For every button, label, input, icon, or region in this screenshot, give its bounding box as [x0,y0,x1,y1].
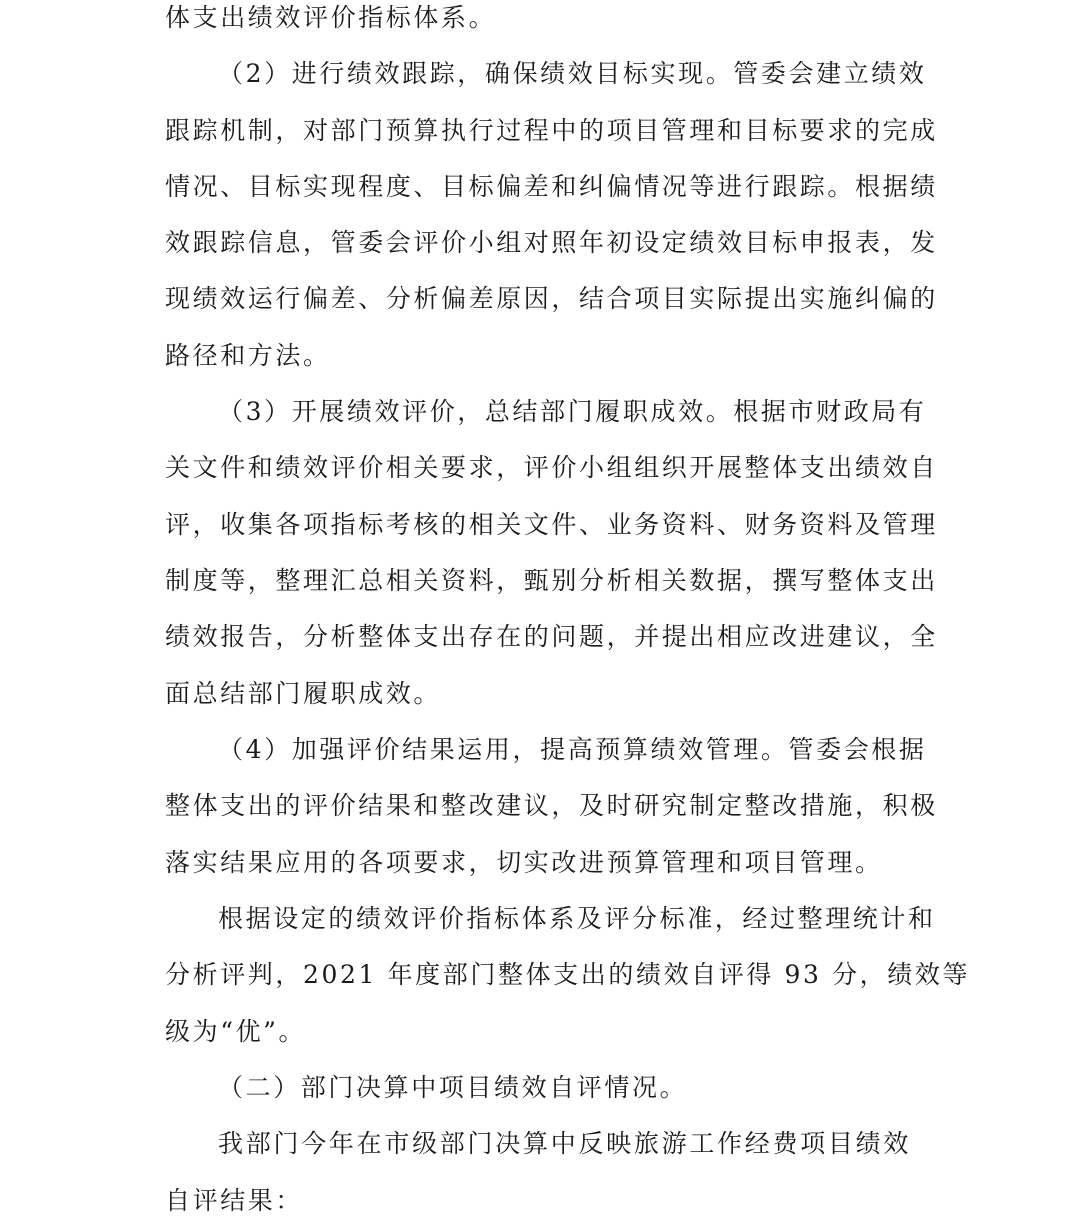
text-line: 整体支出的评价结果和整改建议，及时研究制定整改措施，积极 [165,791,938,820]
text-line: 体支出绩效评价指标体系。 [165,3,497,32]
text-line: 路径和方法。 [165,341,331,370]
text-line: 制度等，整理汇总相关资料，甄别分析相关数据，撰写整体支出 [165,566,938,595]
text-line: 根据设定的绩效评价指标体系及评分标准，经过整理统计和 [218,904,936,933]
text-line: 跟踪机制，对部门预算执行过程中的项目管理和目标要求的完成 [165,116,938,145]
text-line: 落实结果应用的各项要求，切实改进预算管理和项目管理。 [165,848,883,877]
text-line: 关文件和绩效评价相关要求，评价小组组织开展整体支出绩效自 [165,453,938,482]
text-line: 分析评判，2021 年度部门整体支出的绩效自评得 93 分，绩效等 [165,960,971,989]
text-line: 我部门今年在市级部门决算中反映旅游工作经费项目绩效 [218,1129,911,1158]
text-line: 自评结果： [165,1186,304,1215]
text-line: 现绩效运行偏差、分析偏差原因，结合项目实际提出实施纠偏的 [165,284,938,313]
paragraph-heading-line: （3）开展绩效评价，总结部门履职成效。根据市财政局有 [218,397,927,426]
text-line: 绩效报告，分析整体支出存在的问题，并提出相应改进建议，全 [165,622,938,651]
text-line: 效跟踪信息，管委会评价小组对照年初设定绩效目标申报表，发 [165,228,938,257]
text-line: 级为“优”。 [165,1017,307,1046]
paragraph-heading-line: （4）加强评价结果运用，提高预算绩效管理。管委会根据 [218,735,927,764]
text-line: 情况、目标实现程度、目标偏差和纠偏情况等进行跟踪。根据绩 [165,172,938,201]
text-line: 面总结部门履职成效。 [165,679,442,708]
section-heading: （二）部门决算中项目绩效自评情况。 [218,1073,688,1102]
paragraph-heading-line: （2）进行绩效跟踪，确保绩效目标实现。管委会建立绩效 [218,59,927,88]
text-line: 评，收集各项指标考核的相关文件、业务资料、财务资料及管理 [165,510,938,539]
